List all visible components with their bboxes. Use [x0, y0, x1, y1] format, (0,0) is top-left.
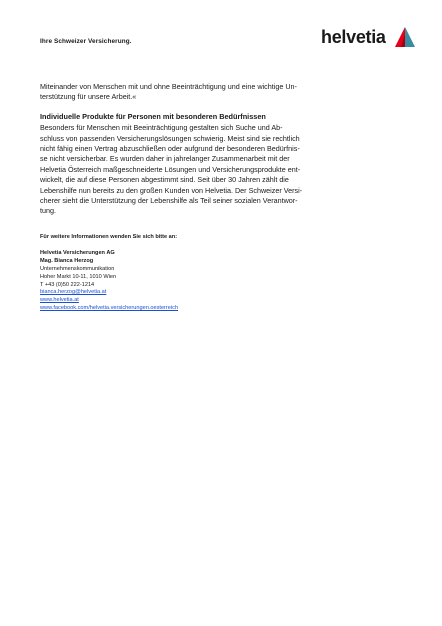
- contact-company: Helvetia Versicherungen AG: [40, 249, 115, 256]
- section-heading: Individuelle Produkte für Personen mit besonderen Bedürfnissen: [40, 111, 266, 121]
- paragraph-line: wickelt, die auf diese Personen abgestimmt sind. Seit über 30 Jahren zählt die: [40, 175, 289, 185]
- contact-intro: Für weitere Informationen wenden Sie sich bitte an:: [40, 234, 178, 240]
- paragraph-line: Lebenshilfe nun bereits zu den großen Kunden von Helvetia. Der Schweizer Versi-: [40, 185, 303, 195]
- paragraph-line: nicht fähig einen Vertrag abzuschließen oder aufgrund der besonderen Bedürfnis-: [40, 144, 300, 154]
- contact-person: Mag. Bianca Herzog: [40, 257, 94, 264]
- paragraph-line: schluss von passenden Versicherungslösungen schwierig. Meist sind sie rechtlich: [40, 133, 300, 143]
- contact-email-link[interactable]: bianca.herzog@helvetia.at: [40, 289, 107, 296]
- contact-block: [40, 234, 340, 313]
- helvetia-logo[interactable]: [321, 26, 417, 48]
- intro-line-2: terstützung für unsere Arbeit.«: [40, 92, 137, 102]
- paragraph-line: se nicht versicherbar. Es wurden daher in jahrelanger Zusammenarbeit mit der: [40, 154, 290, 164]
- paragraph-line: Helvetia Österreich maßgeschneiderte Lösungen und Versicherungsprodukte ent-: [40, 164, 301, 174]
- contact-phone: T +43 (0)50 222-1214: [40, 281, 95, 288]
- intro-line-1: Miteinander von Menschen mit und ohne Beeinträchtigung und eine wichtige Un-: [40, 82, 297, 91]
- intro-quote: [40, 82, 334, 103]
- website-link[interactable]: www.helvetia.at: [40, 297, 79, 304]
- header-slogan: Ihre Schweizer Versicherung.: [40, 38, 132, 45]
- paragraph-line: Besonders für Menschen mit Beeinträchtigung gestalten sich Suche und Ab-: [40, 123, 283, 133]
- paragraph-line: cherer sieht die Unterstützung der Lebenshilfe als Teil seiner sozialen Verantwor-: [40, 196, 298, 206]
- main-content: [40, 82, 334, 217]
- facebook-link[interactable]: www.facebook.com/helvetia.versicherungen.oesterreich: [40, 305, 179, 312]
- paragraph-line: tung.: [40, 206, 56, 216]
- contact-address: Hoher Markt 10-11, 1010 Wien: [40, 273, 117, 280]
- body-paragraph: [40, 123, 334, 217]
- helvetia-triangle-icon: [394, 26, 416, 48]
- contact-department: Unternehmenskommunikation: [40, 265, 115, 272]
- logo-wordmark: helvetia: [321, 27, 386, 47]
